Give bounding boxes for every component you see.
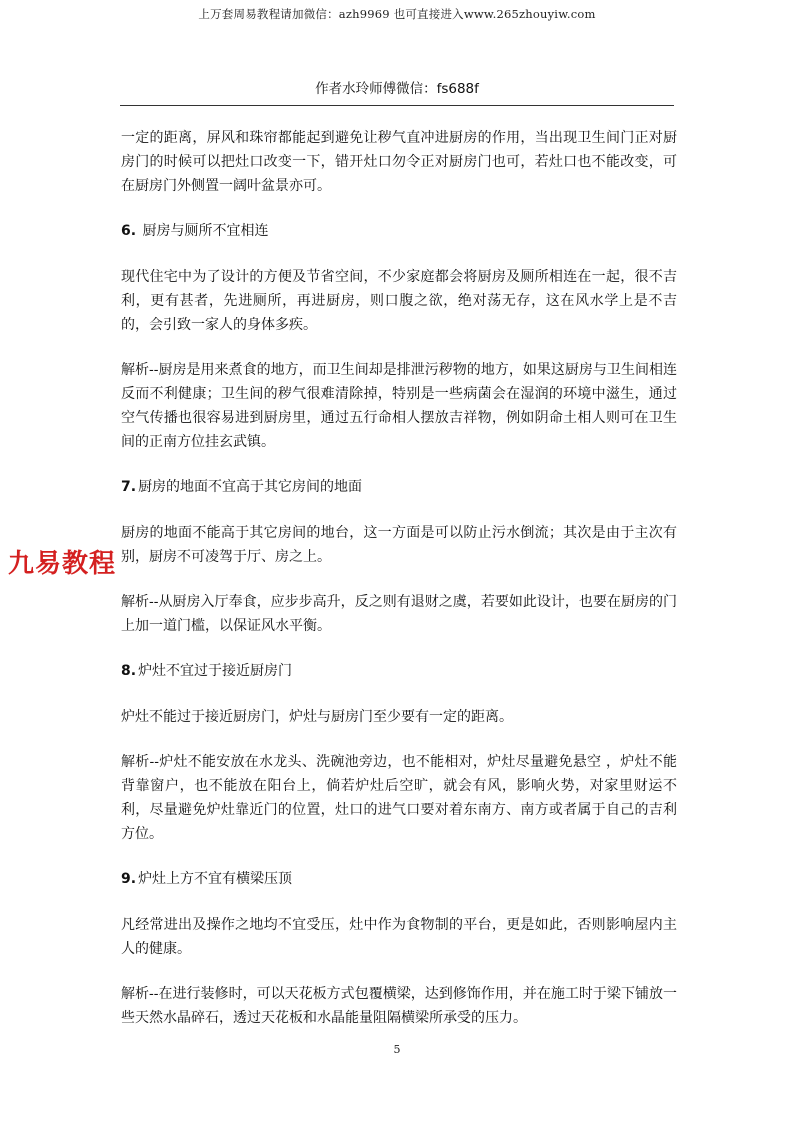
- page-number: 5: [393, 1043, 401, 1056]
- section-9-paragraph-1: 凡经常进出及操作之地均不宜受压，灶中作为食物制的平台，更是如此，否则影响屋内主人的健康。: [121, 917, 677, 957]
- top-banner: 上万套周易教程请加微信：azh9969 也可直接进入www.265zhouyiw.com: [198, 7, 596, 21]
- section-heading-7: [121, 475, 677, 499]
- section-9-paragraph-2: 解析--在进行装修时，可以天花板方式包覆横梁，达到修饰作用，并在施工时于梁下铺放一些天然水晶碎石，透过天花板和水晶能量阻隔横梁所承受的压力。: [121, 986, 677, 1026]
- section-6-paragraph-1: 现代住宅中为了设计的方便及节省空间，不少家庭都会将厨房及厕所相连在一起，很不吉利，更有甚者，先进厕所，再进厨房，则口腹之欲，绝对荡无存，这在风水学上是不吉的，会引致一家人的身体多疾。: [121, 269, 677, 333]
- section-7-paragraph-2: 解析--从厨房入厅奉食，应步步高升，反之则有退财之虞，若要如此设计，也要在厨房的门上加一道门槛，以保证风水平衡。: [121, 594, 677, 634]
- section-6-paragraph-2: 解析--厨房是用来煮食的地方，而卫生间却是排泄污秽物的地方，如果这厨房与卫生间相连反而不利健康；卫生间的秽气很难清除掉，特别是一些病菌会在湿润的环境中滋生，通过空气传播也很容易进到厨房里，通过五行命相人摆放吉祥物，例如阴命土相人则可在卫生间的正南方位挂玄武镇。: [121, 362, 677, 450]
- section-number: 7.: [121, 479, 137, 495]
- section-number: 8.: [121, 663, 137, 679]
- watermark-logo: 九易教程: [8, 549, 117, 579]
- section-8-paragraph-1: 炉灶不能过于接近厨房门，炉灶与厨房门至少要有一定的距离。: [121, 709, 513, 725]
- section-heading-9: [121, 867, 677, 891]
- section-8-paragraph-2: 解析--炉灶不能安放在水龙头、洗碗池旁边，也不能相对，炉灶尽量避免悬空 ，炉灶不能背靠窗户，也不能放在阳台上，倘若炉灶后空旷，就会有风，影响火势，对家里财运不利，尽量避免炉灶靠近门的位置，灶口的进气口要对着东南方、南方或者属于自己的吉利方位。: [121, 754, 677, 842]
- document-body: [121, 126, 677, 1051]
- section-heading-6: [121, 219, 677, 243]
- section-title: 厨房与厕所不宜相连: [142, 223, 269, 239]
- section-7-paragraph-1: 厨房的地面不能高于其它房间的地台，这一方面是可以防止污水倒流；其次是由于主次有别，厨房不可凌驾于厅、房之上。: [121, 525, 677, 565]
- intro-paragraph: 一定的距离，屏风和珠帘都能起到避免让秽气直冲进厨房的作用，当出现卫生间门正对厨房门的时候可以把灶口改变一下，错开灶口勿令正对厨房门也可，若灶口也不能改变，可在厨房门外侧置一阔叶盆景亦可。: [121, 130, 677, 194]
- section-number: 6.: [121, 223, 137, 239]
- header-divider: [120, 105, 674, 106]
- section-title: 炉灶上方不宜有横梁压顶: [138, 871, 293, 887]
- section-title: 厨房的地面不宜高于其它房间的地面: [138, 479, 363, 495]
- section-heading-8: [121, 659, 677, 683]
- section-number: 9.: [121, 871, 137, 887]
- section-title: 炉灶不宜过于接近厨房门: [138, 663, 293, 679]
- author-line: 作者水玲师傅微信：fs688f: [315, 81, 479, 97]
